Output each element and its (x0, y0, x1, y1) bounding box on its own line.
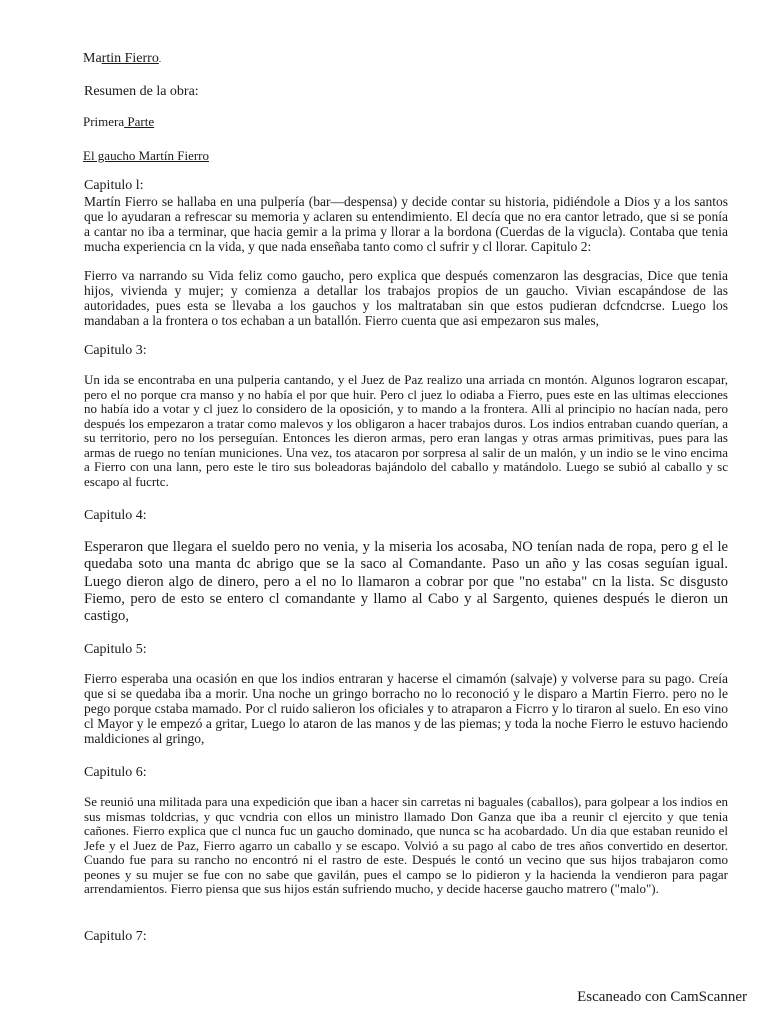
chapter-heading: Capitulo 5: (84, 642, 147, 657)
chapter-paragraph: Esperaron que llegara el sueldo pero no venia, y la miseria los acosaba, NO tenían nada de ropa, pero g el le quedaba soto una manta dc abrigo que se la saco al Comandante. Paso un año y las cosas seguían igual. Luego dieron algo de dinero, pero a el no lo llamaron a cobrar por que "no estaba" cn la lista. Sc disgusto Fiemo, pero de esto se entero cl comandante y llamo al Cabo y al Sargento, quienes después le dieron un castigo, (84, 539, 728, 625)
title-underlined: rtin Fierro (101, 51, 159, 66)
chapter-heading: Capitulo 7: (84, 929, 147, 944)
section-title: El gaucho Martín Fierro (83, 148, 209, 163)
title-prefix: Ma (83, 51, 102, 66)
chapter-heading: Capitulo l: (84, 178, 144, 193)
chapter-heading: Capitulo 6: (84, 765, 147, 780)
part-label-underlined: Parte (124, 114, 155, 129)
chapter-heading: Capitulo 3: (84, 343, 147, 358)
chapter-paragraph: Un ida se encontraba en una pulperia cantando, y el Juez de Paz realizo una arriada cn montón. Algunos lograron escapar, pero el no porque cra manso y no había el por que huir. Pero cl juez lo odiaba a Fierro, pues este en las ultimas elecciones no había ido a votar y cl juez lo considero de la oposición, y to mando a la frontera. Alli al principio no hacían nada, pero después los empezaron a tratar como malevos y los obligaron a hacer trabajos duros. Los indios entraban cuando querían, a su territorio, pero no los perseguían. Entonces les dieron armas, pero eran langas y otras armas primitivas, pues para las armas de ruego no tenían municiones. Una vez, tos atacaron por sorpresa al salir de un malón, y un indio se le vino encima a Fierro con una lann, pero este le tiro sus boleadoras bajándolo del caballo y matándolo. Luego se subió al caballo y sc escapo al fucrtc. (84, 372, 728, 489)
document-subtitle: Resumen de la obra: (84, 84, 199, 99)
chapter-paragraph: Fierro va narrando su Vida feliz como gaucho, pero explica que después comenzaron las desgracias, Dice que tenia hijos, vivienda y mujer; y comienza a detallar los trabajos propios de un gaucho. Vivian escapándose de las autoridades, pues esta se llevaba a los gauchos y los maltrataban sin que estos pudieran dcfcndcrse. Luego los mandaban a la frontera o tos echaban a un batallón. Fierro cuenta que asi empezaron sus males, (84, 268, 728, 328)
document-title (83, 51, 161, 67)
chapter-paragraph: Fierro esperaba una ocasión en que los indios entraran y hacerse el cimamón (salvaje) y volverse para su pago. Creía que si se quedaba iba a morir. Una noche un gringo borracho no lo reconoció y le disparo a Martin Fierro. pero no le pego porque cstaba mamado. Por cl ruido salieron los oficiales y to atraparon a Ficrro y lo tiraron al suelo. En eso vino cl Mayor y le empezó a gritar, Luego lo ataron de las manos y de las piemas; y toda la noche Fierro le estuvo haciendo maldiciones al gringo, (84, 671, 728, 746)
chapter-paragraph: Martín Fierro se hallaba en una pulpería (bar—despensa) y decide contar su historia, pidiéndole a Dios y a los santos que lo ayudaran a refrescar su memoria y aclaren su entendimiento. El decía que no era cantor letrado, que si se ponía a cantar no iba a terminar, que hacia gemir a la prima y llorar a la bordona (Cuerdas de la vigucla). Contaba que tenia mucha experiencia cn la vida, y que nada enseñaba tanto como cl sufrir y cl llorar. Capitulo 2: (84, 194, 728, 254)
scanner-footer: Escaneado con CamScanner (577, 989, 747, 1005)
part-title (83, 114, 154, 130)
title-suffix: . (158, 54, 162, 64)
chapter-heading: Capitulo 4: (84, 508, 147, 523)
chapter-paragraph: Se reunió una militada para una expedición que iban a hacer sin carretas ni baguales (caballos), para golpear a los indios en sus mismas toldcrias, y quc vcndria con ellos un ministro llamado Don Ganza que iba a reunir cl ejercito y que tenia cañones. Fierro explica que cl nunca fuc un gaucho dominado, que nunca sc ha acobardado. Un dia que estaban reunido el Jefe y el Juez de Paz, Fierro agarro un caballo y se escapo. Volvió a su pago al cabo de tres años convertido en desertor. Cuando fue para su rancho no encontró ni el rastro de este. Después le contó un vecino que sus hijos trabajaron como peones y su mujer se fue con no sabe que gavilán, pues el campo se lo pidieron y la hacienda la vendieron para pagar arrendamientos. Fierro piensa que sus hijos están sufriendo mucho, y decide hacerse gaucho matrero ("malo"). (84, 794, 728, 896)
part-label: Primera (83, 114, 125, 129)
